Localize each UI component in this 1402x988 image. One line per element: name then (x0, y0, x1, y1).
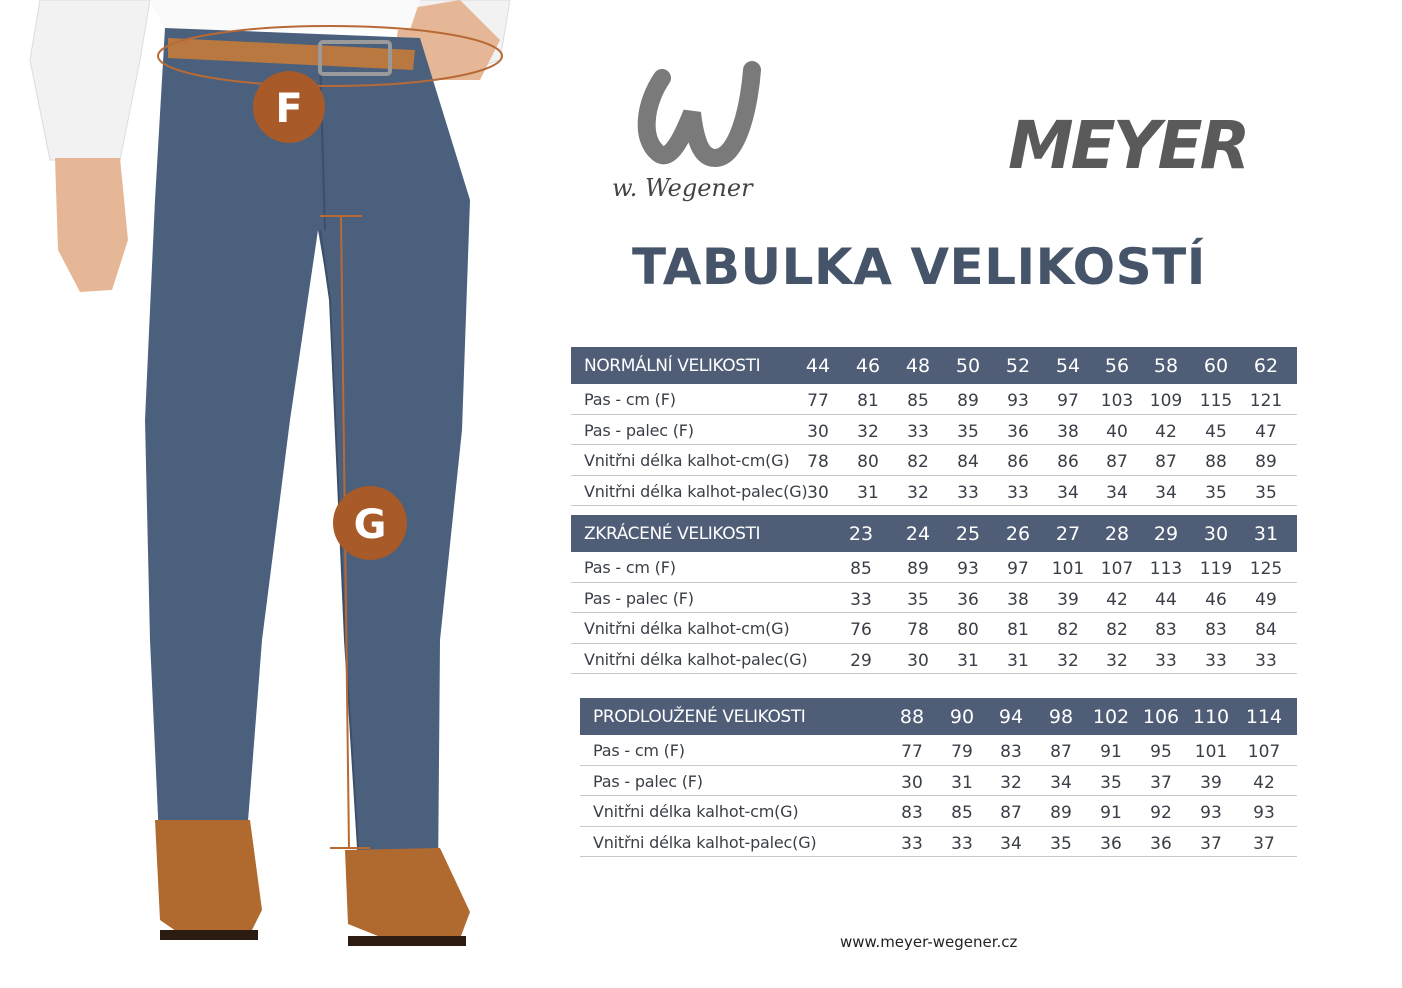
row-label: Vnitřni délka kalhot-palec(G) (584, 481, 808, 501)
row-label: Vnitřni délka kalhot-palec(G) (593, 832, 817, 852)
table-cell: 91 (1100, 803, 1122, 823)
table-cell: 87 (1106, 452, 1128, 472)
table-cell: 77 (901, 742, 923, 762)
table-cell: 42 (1253, 772, 1275, 793)
size-header-cell: 110 (1192, 706, 1230, 728)
size-header-cell: 48 (905, 355, 931, 377)
size-header-cell: 28 (1104, 523, 1130, 545)
footer-url[interactable]: www.meyer-wegener.cz (840, 933, 1018, 951)
table-row (580, 735, 1297, 766)
size-header-cell: 98 (1048, 706, 1074, 728)
table-cell: 34 (1000, 833, 1022, 854)
wegener-logo (600, 58, 800, 208)
table-cell: 85 (951, 803, 973, 823)
table-cell: 35 (1100, 772, 1122, 793)
table-cell: 46 (1205, 589, 1227, 610)
size-header-cell: 60 (1203, 355, 1229, 377)
table-cell: 93 (1200, 803, 1222, 823)
table-cell: 77 (807, 391, 829, 411)
table-cell: 107 (1247, 742, 1281, 762)
table-cell: 97 (1057, 391, 1079, 411)
size-header-cell: 26 (1005, 523, 1031, 545)
table-cell: 121 (1249, 391, 1283, 411)
table-cell: 92 (1150, 803, 1172, 823)
table-cell: 93 (1253, 803, 1275, 823)
table-cell: 95 (1150, 742, 1172, 762)
table-cell: 85 (850, 559, 872, 579)
size-header-cell: 90 (949, 706, 975, 728)
table-cell: 30 (807, 421, 829, 442)
size-table-short (571, 515, 1297, 674)
size-header-cell: 106 (1142, 706, 1180, 728)
size-header-cell: 88 (899, 706, 925, 728)
table-cell: 101 (1194, 742, 1228, 762)
table-cell: 29 (850, 650, 872, 671)
table-cell: 30 (901, 772, 923, 793)
table-cell: 33 (907, 421, 929, 442)
table-row (571, 384, 1297, 415)
size-header-cell: 29 (1153, 523, 1179, 545)
size-header-cell: 44 (805, 355, 831, 377)
table-cell: 32 (1106, 650, 1128, 671)
table-cell: 93 (957, 559, 979, 579)
table-cell: 37 (1253, 833, 1275, 854)
size-header-cell: 54 (1055, 355, 1081, 377)
table-cell: 101 (1051, 559, 1085, 579)
table-cell: 113 (1149, 559, 1183, 579)
table-cell: 119 (1199, 559, 1233, 579)
row-label: Pas - cm (F) (584, 390, 676, 409)
size-header-cell: 50 (955, 355, 981, 377)
table-cell: 89 (907, 559, 929, 579)
size-header-cell: 25 (955, 523, 981, 545)
table-cell: 83 (901, 803, 923, 823)
table-cell: 36 (957, 589, 979, 610)
row-label: Pas - cm (F) (584, 558, 676, 577)
table-cell: 49 (1255, 589, 1277, 610)
table-cell: 89 (1255, 452, 1277, 472)
size-table-long (580, 698, 1297, 857)
table-cell: 83 (1000, 742, 1022, 762)
marker-f-label: F (275, 86, 303, 132)
table-cell: 32 (907, 482, 929, 503)
table-cell: 91 (1100, 742, 1122, 762)
row-label: Pas - palec (F) (584, 420, 694, 440)
size-header-cell: 24 (905, 523, 931, 545)
table-cell: 31 (957, 650, 979, 671)
table-header-label: PRODLOUŽENÉ VELIKOSTI (593, 707, 806, 727)
table-cell: 47 (1255, 421, 1277, 442)
table-cell: 42 (1155, 421, 1177, 442)
table-row (571, 445, 1297, 476)
table-cell: 35 (1050, 833, 1072, 854)
size-header-cell: 30 (1203, 523, 1229, 545)
table-cell: 80 (957, 620, 979, 640)
table-cell: 36 (1007, 421, 1029, 442)
table-cell: 78 (807, 452, 829, 472)
table-cell: 84 (1255, 620, 1277, 640)
table-cell: 78 (907, 620, 929, 640)
marker-g-label: G (353, 502, 387, 548)
table-cell: 82 (1106, 620, 1128, 640)
table-cell: 33 (1007, 482, 1029, 503)
marker-f (252, 70, 326, 144)
table-cell: 42 (1106, 589, 1128, 610)
table-cell: 86 (1007, 452, 1029, 472)
row-label: Vnitřni délka kalhot-palec(G) (584, 649, 808, 669)
table-cell: 35 (957, 421, 979, 442)
table-cell: 32 (857, 421, 879, 442)
table-cell: 31 (1007, 650, 1029, 671)
marker-g (332, 485, 408, 561)
table-header (580, 698, 1297, 735)
table-cell: 33 (1205, 650, 1227, 671)
table-cell: 35 (1205, 482, 1227, 503)
size-header-cell: 46 (855, 355, 881, 377)
table-cell: 34 (1106, 482, 1128, 503)
table-cell: 44 (1155, 589, 1177, 610)
table-cell: 36 (1100, 833, 1122, 854)
table-row (571, 644, 1297, 675)
table-cell: 84 (957, 452, 979, 472)
table-header (571, 515, 1297, 552)
table-cell: 38 (1007, 589, 1029, 610)
table-cell: 76 (850, 620, 872, 640)
table-cell: 87 (1000, 803, 1022, 823)
table-cell: 79 (951, 742, 973, 762)
table-cell: 34 (1057, 482, 1079, 503)
table-cell: 87 (1155, 452, 1177, 472)
table-cell: 89 (1050, 803, 1072, 823)
table-cell: 40 (1106, 421, 1128, 442)
row-label: Vnitřni délka kalhot-cm(G) (584, 451, 790, 470)
meyer-wordmark: MEYER (1008, 107, 1248, 180)
row-label: Vnitřni délka kalhot-cm(G) (593, 802, 799, 821)
table-cell: 107 (1100, 559, 1134, 579)
table-row (571, 583, 1297, 614)
table-cell: 30 (807, 482, 829, 503)
table-cell: 35 (1255, 482, 1277, 503)
table-header-label: NORMÁLNÍ VELIKOSTI (584, 356, 761, 376)
table-row (571, 476, 1297, 507)
size-header-cell: 62 (1253, 355, 1279, 377)
table-cell: 32 (1000, 772, 1022, 793)
table-cell: 87 (1050, 742, 1072, 762)
table-cell: 33 (951, 833, 973, 854)
table-cell: 45 (1205, 421, 1227, 442)
table-cell: 34 (1155, 482, 1177, 503)
size-header-cell: 31 (1253, 523, 1279, 545)
table-cell: 34 (1050, 772, 1072, 793)
table-cell: 35 (907, 589, 929, 610)
table-row (571, 613, 1297, 644)
row-label: Pas - cm (F) (593, 741, 685, 760)
table-cell: 81 (1007, 620, 1029, 640)
table-cell: 103 (1100, 391, 1134, 411)
table-cell: 37 (1200, 833, 1222, 854)
size-header-cell: 56 (1104, 355, 1130, 377)
size-header-cell: 27 (1055, 523, 1081, 545)
table-cell: 83 (1205, 620, 1227, 640)
table-cell: 109 (1149, 391, 1183, 411)
size-header-cell: 52 (1005, 355, 1031, 377)
table-cell: 83 (1155, 620, 1177, 640)
table-cell: 31 (951, 772, 973, 793)
table-row (580, 796, 1297, 827)
size-header-cell: 94 (998, 706, 1024, 728)
table-cell: 85 (907, 391, 929, 411)
table-cell: 82 (907, 452, 929, 472)
table-cell: 86 (1057, 452, 1079, 472)
size-header-cell: 23 (848, 523, 874, 545)
table-cell: 30 (907, 650, 929, 671)
size-header-cell: 102 (1092, 706, 1130, 728)
size-header-cell: 58 (1153, 355, 1179, 377)
table-cell: 97 (1007, 559, 1029, 579)
table-cell: 33 (1155, 650, 1177, 671)
table-cell: 81 (857, 391, 879, 411)
table-cell: 80 (857, 452, 879, 472)
table-cell: 33 (957, 482, 979, 503)
table-header-label: ZKRÁCENÉ VELIKOSTI (584, 524, 761, 544)
table-cell: 33 (1255, 650, 1277, 671)
row-label: Pas - palec (F) (593, 771, 703, 791)
meyer-logo (1000, 100, 1260, 180)
table-header (571, 347, 1297, 384)
table-cell: 33 (850, 589, 872, 610)
table-cell: 125 (1249, 559, 1283, 579)
table-row (571, 552, 1297, 583)
wegener-signature: w. Wegener (612, 174, 753, 202)
table-row (580, 827, 1297, 858)
table-cell: 37 (1150, 772, 1172, 793)
size-table-normal (571, 347, 1297, 506)
table-row (571, 415, 1297, 446)
table-cell: 82 (1057, 620, 1079, 640)
table-cell: 38 (1057, 421, 1079, 442)
table-cell: 89 (957, 391, 979, 411)
size-header-cell: 114 (1245, 706, 1283, 728)
table-cell: 33 (901, 833, 923, 854)
row-label: Vnitřni délka kalhot-cm(G) (584, 619, 790, 638)
table-cell: 36 (1150, 833, 1172, 854)
table-cell: 31 (857, 482, 879, 503)
page-title: TABULKA VELIKOSTÍ (632, 238, 1206, 296)
table-cell: 93 (1007, 391, 1029, 411)
trousers-illustration (0, 0, 540, 988)
table-cell: 88 (1205, 452, 1227, 472)
table-row (580, 766, 1297, 797)
table-cell: 32 (1057, 650, 1079, 671)
table-cell: 39 (1200, 772, 1222, 793)
table-cell: 39 (1057, 589, 1079, 610)
row-label: Pas - palec (F) (584, 588, 694, 608)
table-cell: 115 (1199, 391, 1233, 411)
